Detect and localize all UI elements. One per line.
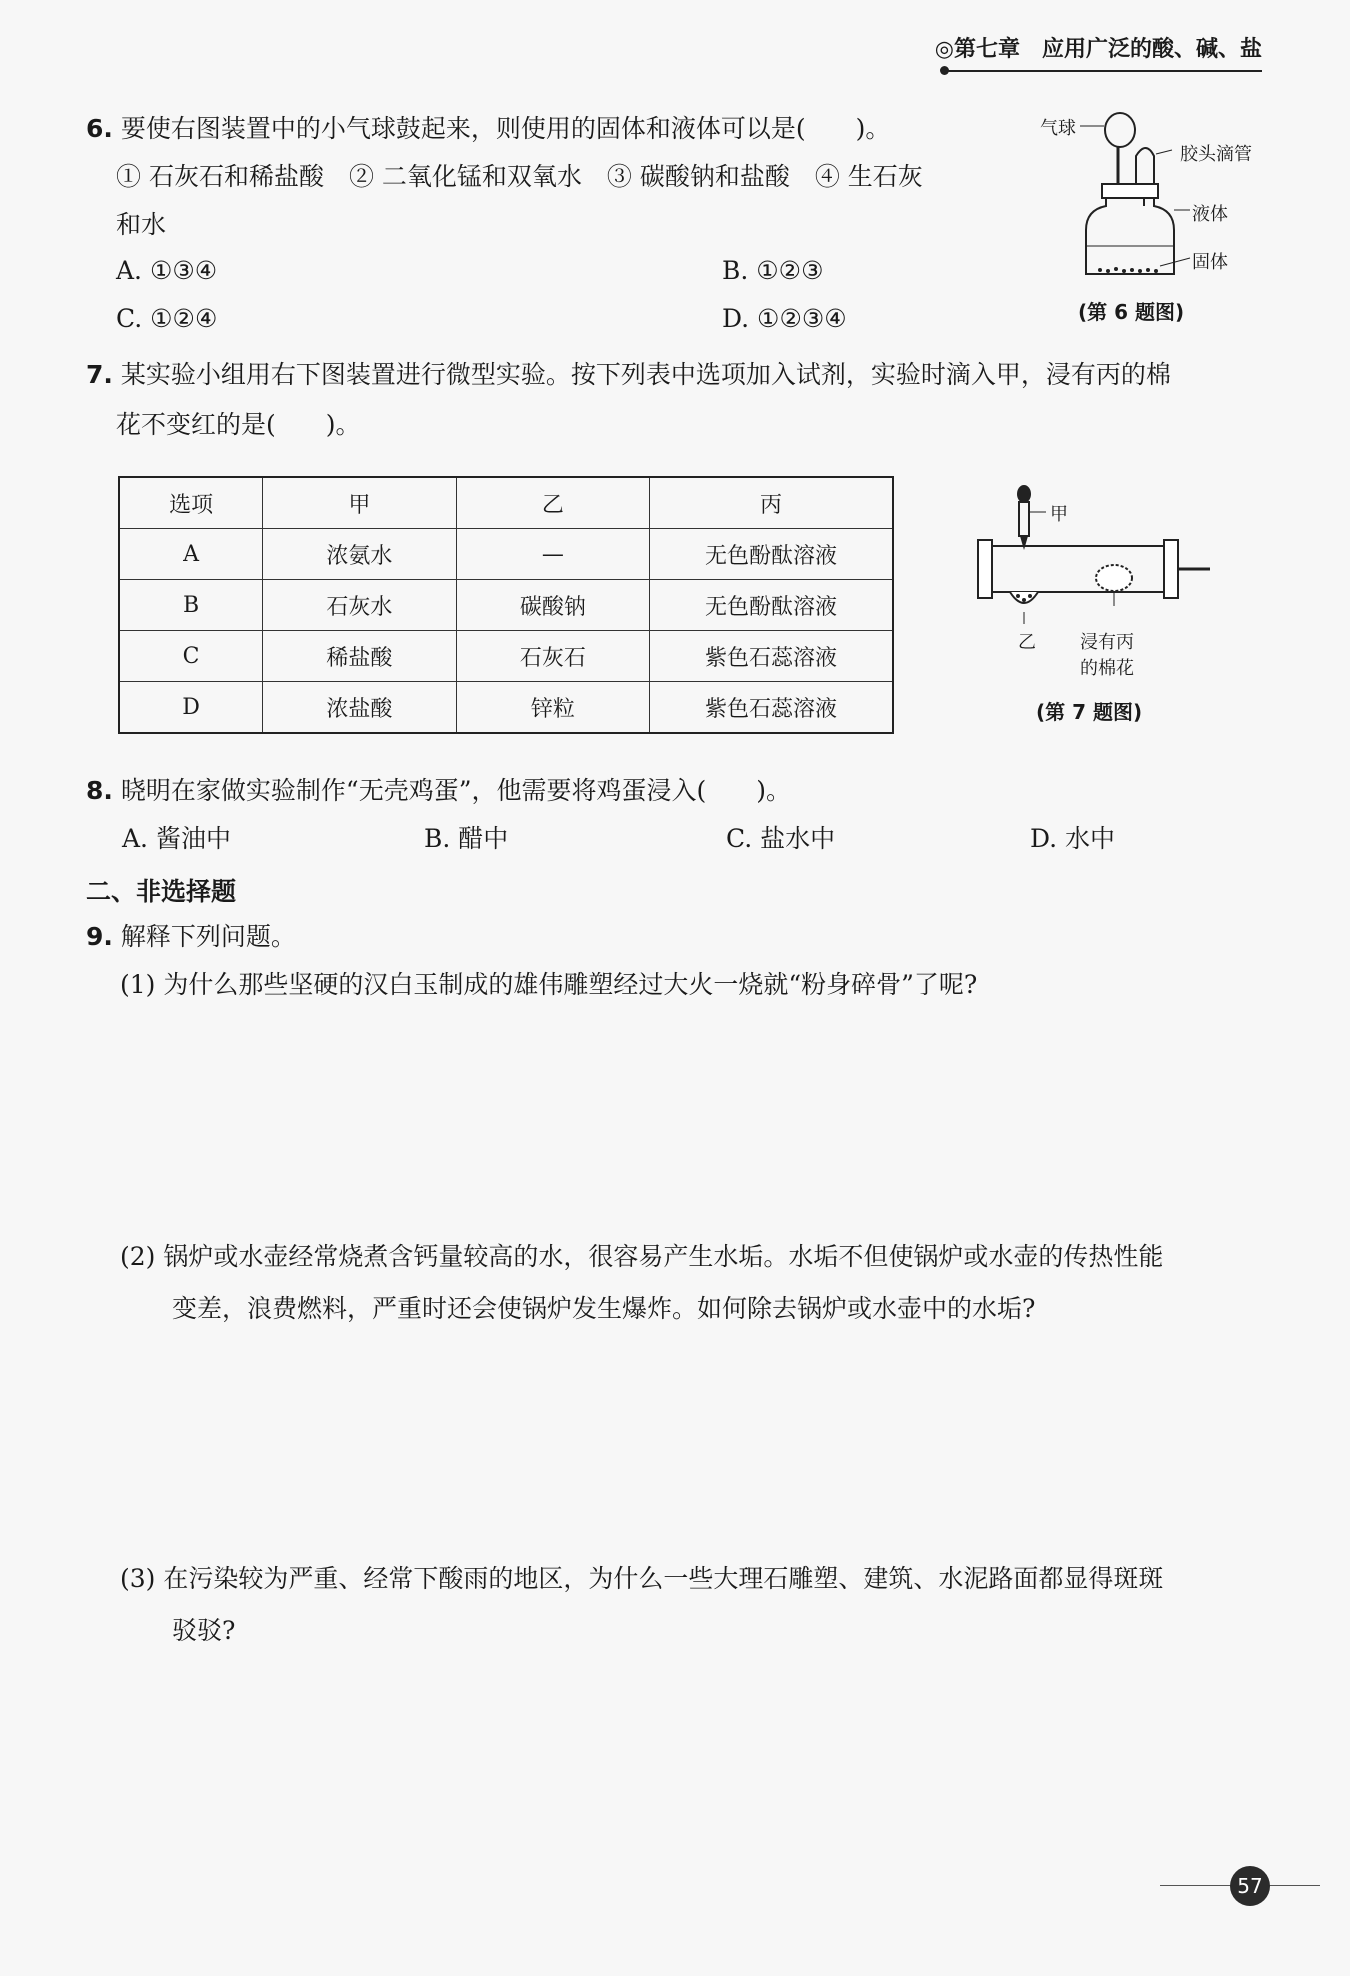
q7-stem-cont: 花不变红的是( )。 (116, 410, 361, 439)
q8-option-b[interactable]: B. 醋中 (424, 824, 509, 853)
q9-part-3-cont: 驳驳? (172, 1616, 236, 1645)
q6-option-a[interactable]: A. ①③④ (116, 256, 218, 285)
q6-figure-caption: (第 6 题图) (1078, 300, 1185, 324)
q6-choices-line-cont: 和水 (116, 210, 167, 239)
header-rule-dot (940, 66, 949, 75)
q7-number: 7. (86, 360, 113, 389)
table-row (119, 631, 893, 682)
q9-part-1: (1) 为什么那些坚硬的汉白玉制成的雄伟雕塑经过大火一烧就“粉身碎骨”了呢? (120, 970, 978, 999)
q6-label-dropper: 胶头滴管 (1180, 144, 1252, 165)
q8-stem (86, 774, 791, 808)
section-heading: 二、非选择题 (86, 877, 237, 906)
q7-label-cotton-line2: 的棉花 (1080, 658, 1134, 679)
table-cell: 无色酚酞溶液 (650, 580, 893, 631)
q7-reagent-table (118, 476, 894, 734)
page-number: 57 (1230, 1866, 1270, 1906)
table-row (119, 580, 893, 631)
table-header-row (119, 477, 893, 529)
q8-option-a[interactable]: A. 酱油中 (122, 824, 231, 853)
q9-part-3: (3) 在污染较为严重、经常下酸雨的地区，为什么一些大理石雕塑、建筑、水泥路面都显得斑斑 (120, 1564, 1164, 1593)
table-cell: D (119, 682, 263, 734)
table-cell: C (119, 631, 263, 682)
table-header-cell: 甲 (263, 477, 456, 529)
q8-option-d[interactable]: D. 水中 (1030, 824, 1116, 853)
table-cell: 石灰石 (456, 631, 649, 682)
q9-part-2: (2) 锅炉或水壶经常烧煮含钙量较高的水，很容易产生水垢。水垢不但使锅炉或水壶的传热性能 (120, 1242, 1164, 1271)
table-cell: 紫色石蕊溶液 (650, 631, 893, 682)
table-cell: 石灰水 (263, 580, 456, 631)
table-cell: 锌粒 (456, 682, 649, 734)
q9-part-1-answer-area[interactable] (170, 1012, 1270, 1212)
table-cell: 稀盐酸 (263, 631, 456, 682)
q7-label-jia: 甲 (1050, 504, 1068, 525)
table-header-cell: 乙 (456, 477, 649, 529)
q6-stem (86, 112, 890, 146)
q9-number: 9. (86, 922, 113, 951)
q7-stem (86, 358, 1171, 392)
q7-stem-text: 某实验小组用右下图装置进行微型实验。按下列表中选项加入试剂，实验时滴入甲，浸有丙的棉 (120, 360, 1171, 389)
table-cell: 浓氨水 (263, 529, 456, 580)
q9-part-3-answer-area[interactable] (170, 1660, 1270, 1850)
q9-part-2-cont: 变差，浪费燃料，严重时还会使锅炉发生爆炸。如何除去锅炉或水壶中的水垢? (172, 1294, 1036, 1323)
table-cell: 碳酸钠 (456, 580, 649, 631)
q9-stem-text: 解释下列问题。 (120, 922, 296, 951)
table-cell: A (119, 529, 263, 580)
table-cell: 浓盐酸 (263, 682, 456, 734)
table-cell: 无色酚酞溶液 (650, 529, 893, 580)
q6-label-solid: 固体 (1192, 252, 1228, 273)
q6-stem-text: 要使右图装置中的小气球鼓起来，则使用的固体和液体可以是( )。 (120, 114, 891, 143)
q6-figure-apparatus (1040, 106, 1280, 286)
q8-option-c[interactable]: C. 盐水中 (726, 824, 836, 853)
q6-label-balloon: 气球 (1040, 118, 1076, 139)
table-cell: — (456, 529, 649, 580)
q8-stem-text: 晓明在家做实验制作“无壳鸡蛋”，他需要将鸡蛋浸入( )。 (120, 776, 791, 805)
header-rule (944, 70, 1262, 72)
chapter-header: ◎第七章 应用广泛的酸、碱、盐 (934, 37, 1262, 62)
q6-option-d[interactable]: D. ①②③④ (722, 304, 847, 333)
q6-option-c[interactable]: C. ①②④ (116, 304, 218, 333)
q8-number: 8. (86, 776, 113, 805)
table-header-cell: 选项 (119, 477, 263, 529)
table-row (119, 529, 893, 580)
table-row (119, 682, 893, 734)
table-cell: B (119, 580, 263, 631)
q7-label-yi: 乙 (1018, 632, 1036, 653)
q7-figure-caption: (第 7 题图) (1036, 700, 1143, 724)
q6-option-b[interactable]: B. ①②③ (722, 256, 824, 285)
q9-part-2-answer-area[interactable] (170, 1336, 1270, 1536)
q9-stem (86, 920, 296, 954)
q6-number: 6. (86, 114, 113, 143)
q6-choices-line: ① 石灰石和稀盐酸 ② 二氧化锰和双氧水 ③ 碳酸钠和盐酸 ④ 生石灰 (116, 162, 923, 191)
table-header-cell: 丙 (650, 477, 893, 529)
table-cell: 紫色石蕊溶液 (650, 682, 893, 734)
q7-label-cotton-line1: 浸有丙 (1080, 632, 1134, 653)
q6-label-liquid: 液体 (1192, 204, 1228, 225)
